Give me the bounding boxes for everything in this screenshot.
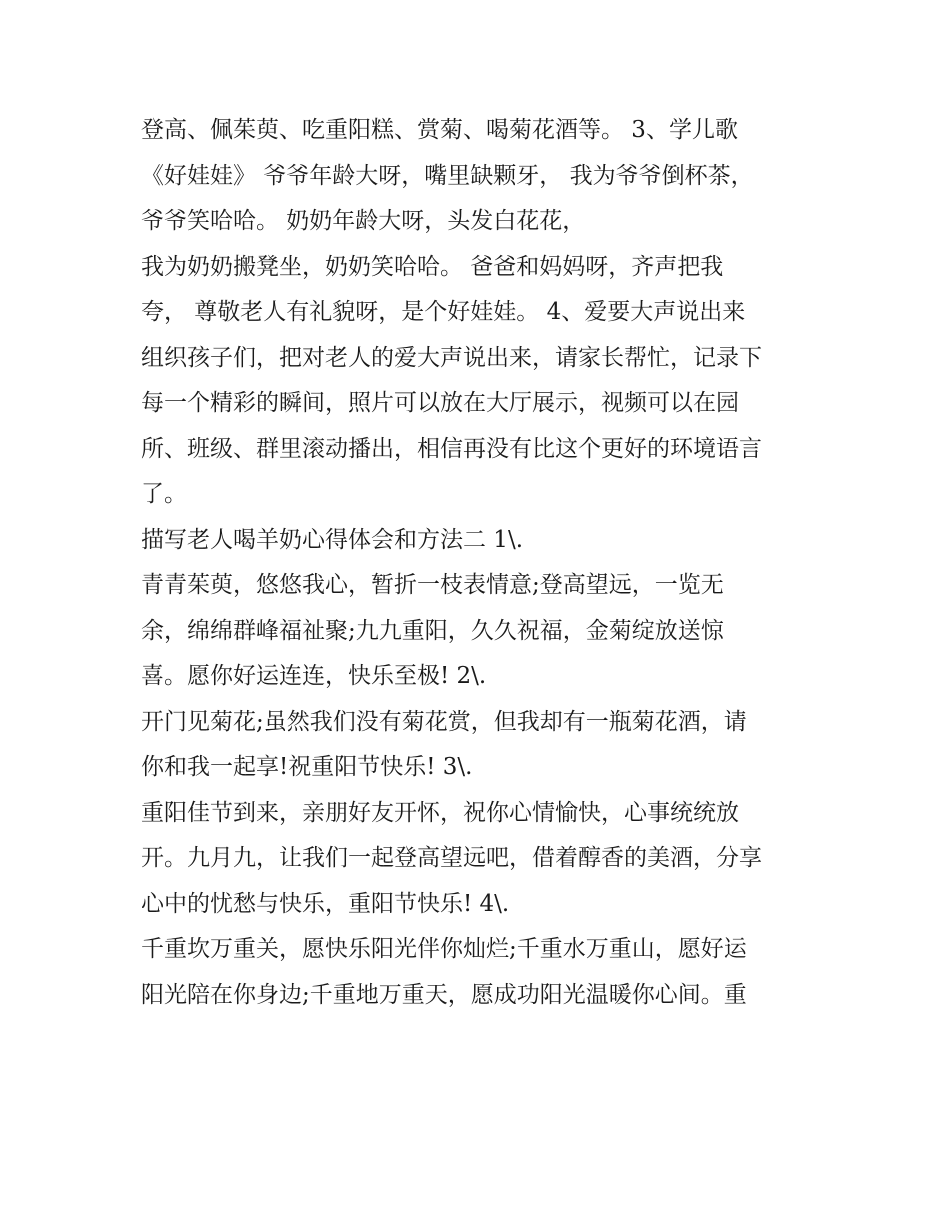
text-line: 开。九月九，让我们一起登高望远吧，借着醇香的美酒，分享 [141, 845, 762, 871]
document-body [141, 108, 831, 1018]
text-line: 《好娃娃》 爷爷年龄大呀，嘴里缺颗牙， 我为爷爷倒杯茶， [141, 162, 754, 189]
text-line: 重阳佳节到来，亲朋好友开怀，祝你心情愉快，心事统统放 [141, 799, 739, 826]
text-line: 余，绵绵群峰福祉聚;九九重阳，久久祝福，金菊绽放送惊 [141, 617, 724, 644]
text-line: 开门见菊花;虽然我们没有菊花赏，但我却有一瓶菊花酒，请 [141, 708, 747, 735]
section-heading: 描写老人喝羊奶心得体会和方法二 1\. [141, 526, 524, 553]
text-line: 心中的忧愁与快乐，重阳节快乐! 4\. [141, 890, 510, 917]
text-line: 登高、佩茱萸、吃重阳糕、赏菊、喝菊花酒等。 3、学儿歌 [141, 117, 738, 143]
text-line: 了。 [141, 481, 187, 507]
text-line: 所、班级、群里滚动播出，相信再没有比这个更好的环境语言 [141, 435, 762, 462]
text-line: 组织孩子们，把对老人的爱大声说出来，请家长帮忙，记录下 [141, 344, 762, 371]
text-line: 阳光陪在你身边;千重地万重天，愿成功阳光温暖你心间。重 [141, 981, 747, 1008]
text-line: 你和我一起享!祝重阳节快乐! 3\. [141, 754, 473, 780]
text-line: 每一个精彩的瞬间，照片可以放在大厅展示，视频可以在园 [141, 390, 739, 416]
text-line: 爷爷笑哈哈。 奶奶年龄大呀，头发白花花， [141, 208, 586, 234]
text-line: 青青茱萸，悠悠我心，暂折一枝表情意;登高望远，一览无 [141, 572, 724, 598]
text-line: 我为奶奶搬凳坐，奶奶笑哈哈。 爸爸和妈妈呀，齐声把我 [141, 253, 724, 280]
text-line: 喜。愿你好运连连，快乐至极! 2\. [141, 663, 487, 689]
text-line: 千重坎万重关，愿快乐阳光伴你灿烂;千重水万重山，愿好运 [141, 936, 747, 962]
text-line: 夸， 尊敬老人有礼貌呀，是个好娃娃。 4、爱要大声说出来 [141, 299, 746, 325]
